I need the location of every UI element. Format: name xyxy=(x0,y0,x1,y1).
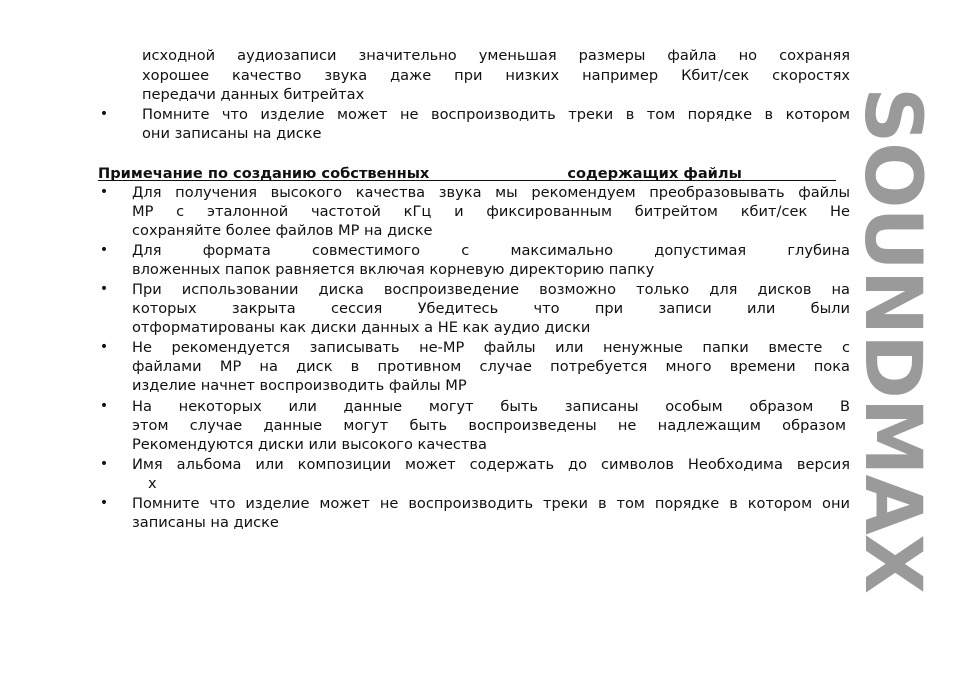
item-line: Рекомендуются диски или высокого качества xyxy=(132,436,487,453)
bullet-marker: • xyxy=(99,398,109,414)
bullet-marker: • xyxy=(99,495,109,511)
brand-wordmark: SOUNDMAX xyxy=(847,87,937,593)
note-first-line-1: Помните что изделие может не воспроизводить треки в том порядке в котором xyxy=(142,106,850,123)
note-first-line-2: они записаны на диске xyxy=(142,125,322,142)
item-line: При использовании диска воспроизведение возможно только для дисков на xyxy=(132,281,850,298)
item-line: которых закрыта сессия Убедитесь что при записи или были xyxy=(132,300,850,317)
item-line: файлами MP на диск в противном случае потребуется много времени пока xyxy=(132,358,850,375)
item-line: сохраняйте более файлов MP на диске xyxy=(132,222,433,239)
item-line: этом случае данные могут быть воспроизведены не надлежащим образом xyxy=(132,417,846,434)
heading-part-2: содержащих файлы xyxy=(567,165,742,182)
bullet-marker: • xyxy=(99,242,109,258)
item-line: Для формата совместимого с максимально допустимая глубина xyxy=(132,242,850,259)
item-line: Помните что изделие может не воспроизводить треки в том порядке в котором они xyxy=(132,495,850,512)
item-line: вложенных папок равняется включая корневую директорию папку xyxy=(132,261,655,278)
heading-part-1: Примечание по созданию собственных xyxy=(98,165,430,182)
item-line: записаны на диске xyxy=(132,514,279,531)
item-line: MP с эталонной частотой кГц и фиксированным битрейтом кбит/сек Не xyxy=(132,203,850,220)
intro-line-2: хорошее качество звука даже при низких например Кбит/сек скоростях xyxy=(142,67,850,84)
item-line: отформатированы как диски данных а НЕ как аудио диски xyxy=(132,319,591,336)
brand-logo xyxy=(847,40,937,640)
intro-line-3: передачи данных битрейтах xyxy=(142,86,365,103)
item-line: Для получения высокого качества звука мы рекомендуем преобразовывать файлы xyxy=(132,184,850,201)
item-line: На некоторых или данные могут быть записаны особым образом В xyxy=(132,398,850,415)
heading-underline xyxy=(98,180,836,181)
item-line: изделие начнет воспроизводить файлы MP xyxy=(132,377,467,394)
bullet-marker: • xyxy=(99,456,109,472)
bullet-marker: • xyxy=(99,106,109,122)
intro-line-1: исходной аудиозаписи значительно уменьшая размеры файла но сохраняя xyxy=(142,47,850,64)
bullet-marker: • xyxy=(99,184,109,200)
item-line: Имя альбома или композиции может содержать до символов Необходима версия xyxy=(132,456,850,473)
item-line: Не рекомендуется записывать не-MP файлы или ненужные папки вместе с xyxy=(132,339,850,356)
bullet-marker: • xyxy=(99,339,109,355)
item-line: x xyxy=(148,475,157,492)
bullet-marker: • xyxy=(99,281,109,297)
